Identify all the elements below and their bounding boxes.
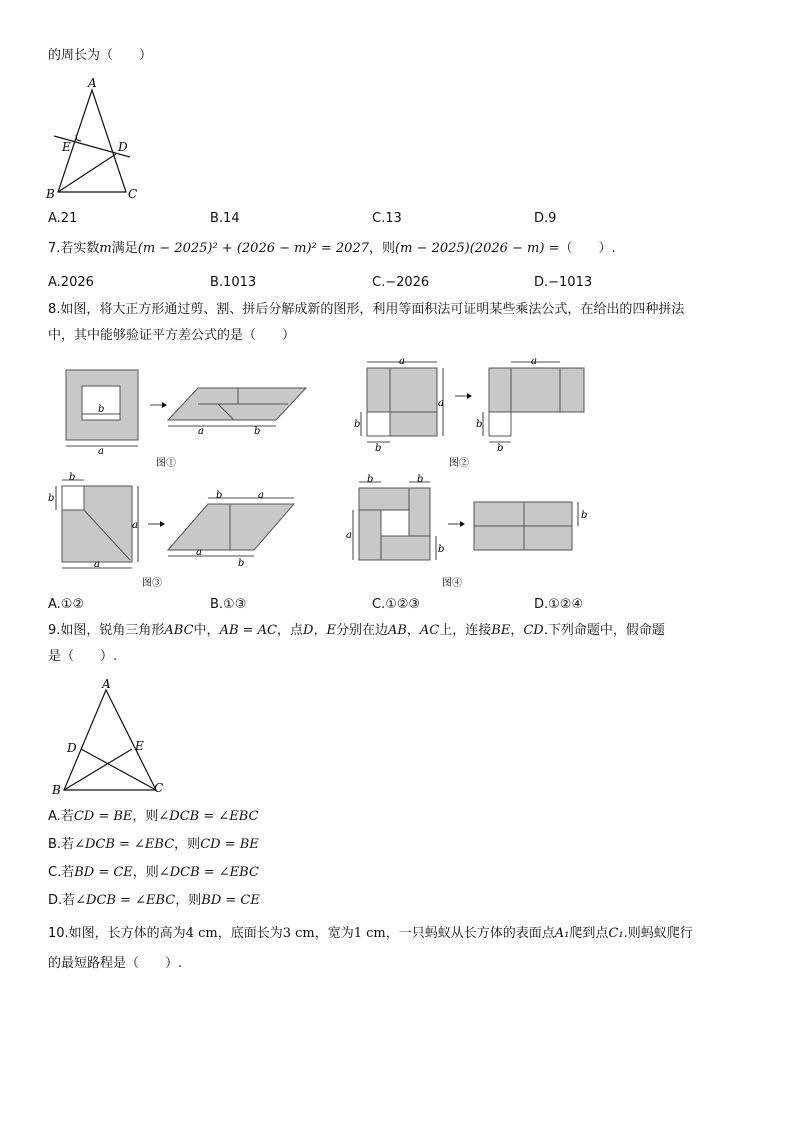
q9-t6: 上，连接 xyxy=(439,623,492,638)
q7-option-d[interactable]: D.−1013 xyxy=(534,275,593,290)
q10-stem-line1 xyxy=(48,925,693,943)
q9-option-b[interactable] xyxy=(48,836,259,854)
q7-var-m: m xyxy=(99,241,112,256)
q8-figure-3 xyxy=(44,472,314,592)
q7-prefix: 7.若实数 xyxy=(48,241,100,256)
q9-d-mid: ，则 xyxy=(175,893,202,908)
q6-option-b[interactable]: B.14 xyxy=(210,211,240,226)
q8-fig1-label-a2: a xyxy=(198,426,204,437)
q8-fig4-caption: 图④ xyxy=(442,578,462,589)
q8-fig1-label-b2: b xyxy=(254,426,261,437)
q8-fig1-caption: 图① xyxy=(156,458,176,469)
q9-c-pre: C.若 xyxy=(48,865,75,880)
q8-fig2-label-a2: a xyxy=(531,356,537,367)
q8-option-d[interactable]: D.①②④ xyxy=(534,597,584,612)
q10-t3: ，宽为 xyxy=(314,926,354,941)
q7-option-c[interactable]: C.−2026 xyxy=(372,275,430,290)
q10-length: 3 cm xyxy=(282,926,315,941)
q9-pts: D，E xyxy=(303,623,336,638)
q9-a-res: ∠DCB = ∠EBC xyxy=(158,809,259,824)
q9-d-res: BD = CE xyxy=(201,893,260,908)
q6-label-b: B xyxy=(46,187,55,201)
q9-eq: AB = AC xyxy=(219,623,277,638)
q9-option-a[interactable] xyxy=(48,808,259,826)
q9-b-pre: B.若 xyxy=(48,837,75,852)
q8-fig2-label-b3: b xyxy=(476,419,483,430)
q8-option-b[interactable]: B.①③ xyxy=(210,597,247,612)
q9-t8: .下列命题中，假命题 xyxy=(543,623,665,638)
q8-fig1-label-a: a xyxy=(98,446,104,457)
q8-fig4-label-b-topright: b xyxy=(417,474,424,485)
q10-t4: ，一只蚂蚁从长方体的表面点 xyxy=(385,926,555,941)
q6-option-c[interactable]: C.13 xyxy=(372,211,402,226)
q7-mid: 满足 xyxy=(111,241,138,256)
q8-fig3-label-a2: a xyxy=(258,490,264,501)
q6-label-c: C xyxy=(128,187,138,201)
q8-fig3-label-b2: b xyxy=(216,490,223,501)
q8-fig3-label-a-side: a xyxy=(132,520,138,531)
q9-a-mid: ，则 xyxy=(132,809,159,824)
q10-point-c1: C₁ xyxy=(608,926,624,941)
q8-fig3-label-a-bottom: a xyxy=(94,559,100,570)
q9-a-pre: A.若 xyxy=(48,809,74,824)
q9-t2: 中， xyxy=(193,623,220,638)
q8-fig3-caption: 图③ xyxy=(142,578,162,589)
q8-option-a[interactable]: A.①② xyxy=(48,597,85,612)
q9-t7: ， xyxy=(510,623,524,638)
q10-t6: .则蚂蚁爬行 xyxy=(623,926,693,941)
q9-option-d[interactable] xyxy=(48,892,260,910)
q8-fig2-label-a-side: a xyxy=(438,398,444,409)
q8-fig4-label-b2: b xyxy=(581,510,588,521)
q10-point-a1: A₁ xyxy=(554,926,570,941)
q8-figure-4 xyxy=(344,472,604,592)
q10-height: 4 cm xyxy=(185,926,218,941)
q8-fig2-caption: 图② xyxy=(449,458,469,469)
q10-t2: ，底面长为 xyxy=(217,926,283,941)
q9-stem-line1 xyxy=(48,622,665,640)
q8-fig4-label-b-topleft: b xyxy=(367,474,374,485)
q6-option-d[interactable]: D.9 xyxy=(534,211,557,226)
q9-s3: BE xyxy=(491,623,511,638)
q9-label-c: C xyxy=(154,781,164,795)
q8-fig3-label-a3: a xyxy=(196,547,202,558)
q9-stem-line2: 是（ ）. xyxy=(48,649,118,664)
q9-s4: CD xyxy=(523,623,544,638)
q8-stem-line2: 中，其中能够验证平方差公式的是（ ） xyxy=(48,328,296,343)
q9-t4: 分别在边 xyxy=(335,623,388,638)
q8-fig2-label-b4: b xyxy=(497,443,504,454)
q10-stem-line2: 的最短路程是（ ）. xyxy=(48,956,183,971)
q9-t3: ，点 xyxy=(277,623,304,638)
q8-fig3-label-b-top: b xyxy=(69,472,76,483)
q7-option-a[interactable]: A.2026 xyxy=(48,275,94,290)
q7-expr: (m − 2025)(2026 − m) = xyxy=(395,241,560,256)
q8-fig2-label-b-bottom: b xyxy=(375,443,382,454)
q6-label-a: A xyxy=(88,76,97,90)
q9-b-mid: ，则 xyxy=(174,837,201,852)
q8-fig3-label-b3: b xyxy=(238,558,245,569)
q7-then: ，则 xyxy=(369,241,396,256)
q9-t1: 9.如图，锐角三角形 xyxy=(48,623,165,638)
q10-t5: 爬到点 xyxy=(569,926,609,941)
q8-figure-2 xyxy=(345,352,595,472)
q8-fig1-label-b: b xyxy=(98,404,105,415)
q9-c-cond: BD = CE xyxy=(74,865,133,880)
q8-option-c[interactable]: C.①②③ xyxy=(372,597,421,612)
q9-option-c[interactable] xyxy=(48,864,259,882)
q9-label-a: A xyxy=(102,678,111,691)
q9-triangle-figure xyxy=(44,678,174,798)
q6-label-d: D xyxy=(118,140,128,154)
q9-label-e: E xyxy=(135,739,144,753)
q6-triangle-figure xyxy=(40,74,140,202)
q6-tail-text: 的周长为（ ） xyxy=(48,48,153,63)
q10-t1: 10.如图，长方体的高为 xyxy=(48,926,186,941)
q9-s1: AB xyxy=(387,623,407,638)
q9-t5: ， xyxy=(406,623,420,638)
q7-given: (m − 2025)² + (2026 − m)² = 2027 xyxy=(137,241,369,256)
q8-stem-line1: 8.如图，将大正方形通过剪、割、拼后分解成新的图形，利用等面积法可证明某些乘法公式，在给出的四种拼法 xyxy=(48,302,685,317)
q9-a-cond: CD = BE xyxy=(73,809,133,824)
q6-option-a[interactable]: A.21 xyxy=(48,211,78,226)
q9-label-d: D xyxy=(67,741,77,755)
q9-d-cond: ∠DCB = ∠EBC xyxy=(75,893,176,908)
q9-b-cond: ∠DCB = ∠EBC xyxy=(74,837,175,852)
q9-s2: AC xyxy=(419,623,440,638)
q10-width: 1 cm xyxy=(353,926,386,941)
q9-tri: ABC xyxy=(164,623,194,638)
q8-fig3-label-b-side: b xyxy=(48,493,55,504)
q8-fig2-label-b-side: b xyxy=(354,419,361,430)
q7-stem xyxy=(48,240,616,258)
q9-label-b: B xyxy=(52,783,61,797)
q8-fig4-label-b-side: b xyxy=(438,544,445,555)
q8-fig2-label-a: a xyxy=(399,356,405,367)
q9-c-res: ∠DCB = ∠EBC xyxy=(158,865,259,880)
q9-c-mid: ，则 xyxy=(132,865,159,880)
q9-d-pre: D.若 xyxy=(48,893,76,908)
q9-b-res: CD = BE xyxy=(200,837,259,852)
q8-fig4-label-a-side: a xyxy=(346,530,352,541)
q7-blank: （ ）. xyxy=(559,241,616,256)
q7-option-b[interactable]: B.1013 xyxy=(210,275,257,290)
q8-figure-1 xyxy=(58,362,318,472)
q6-label-e: E xyxy=(62,140,71,154)
